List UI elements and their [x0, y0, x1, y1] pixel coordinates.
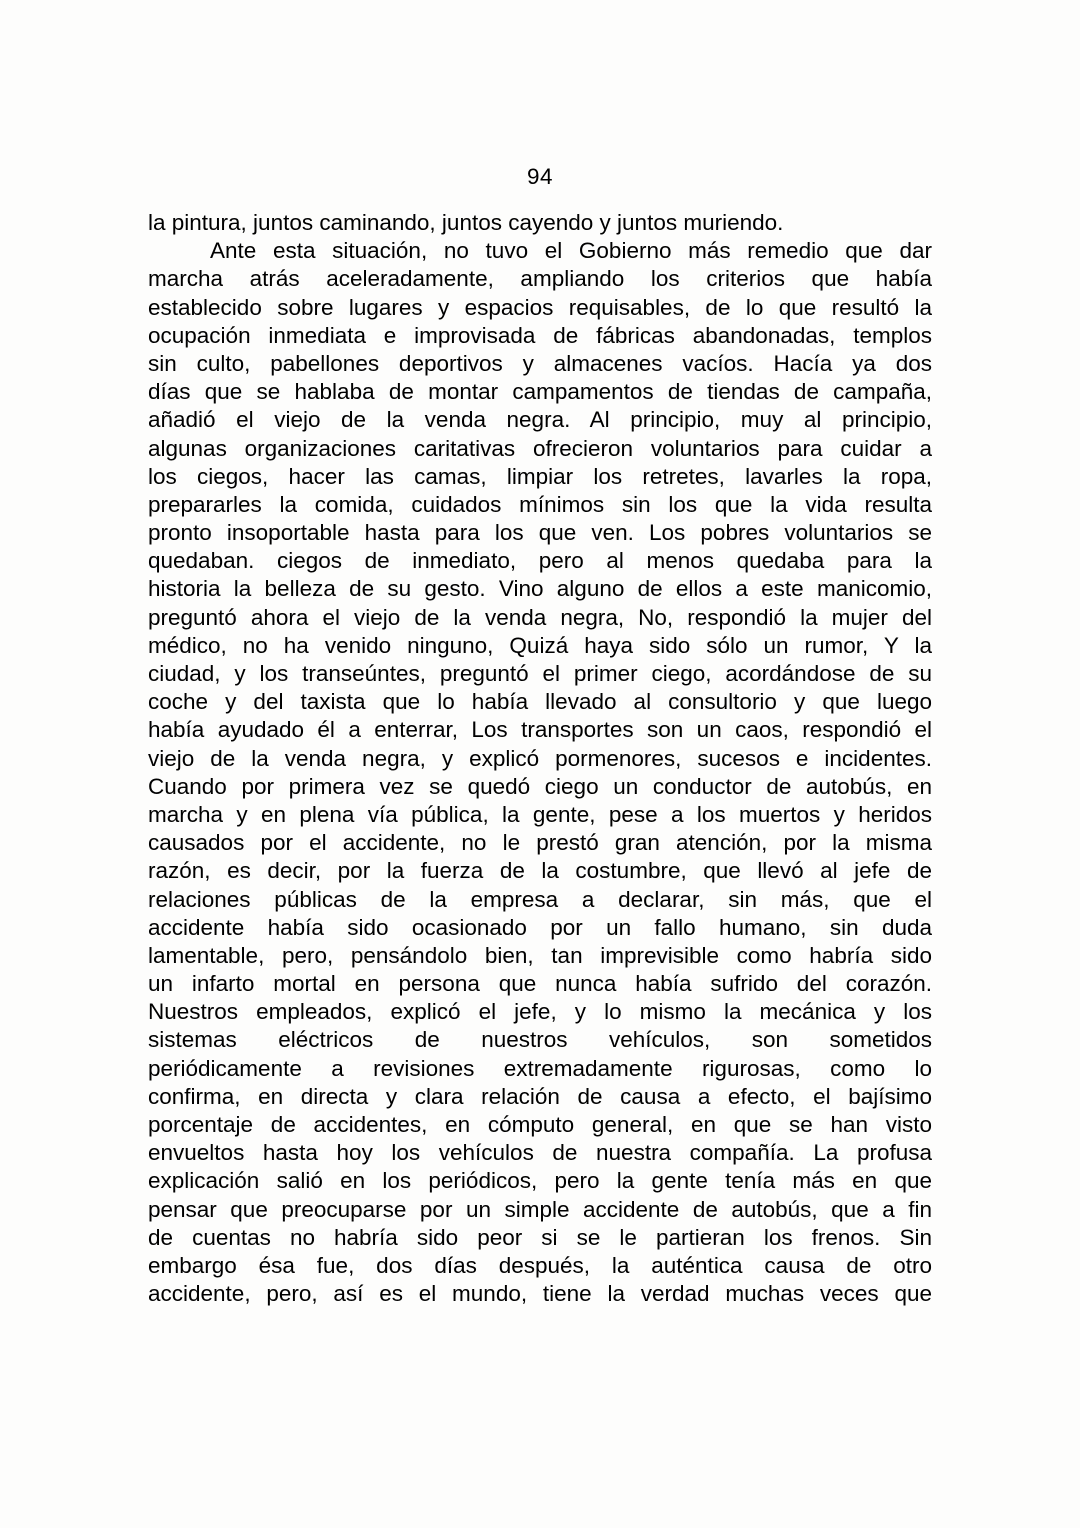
text-line: lamentable, pero, pensándolo bien, tan imprevisible como habría sido — [148, 942, 932, 968]
text-line: porcentaje de accidentes, en cómputo general, en que se han visto — [148, 1112, 932, 1137]
text-line: Ante esta situación, no tuvo el Gobierno más remedio que dar — [210, 238, 932, 264]
text-line: prepararles la comida, cuidados mínimos sin los que la vida resulta — [148, 491, 932, 517]
text-line: pronto insoportable hasta para los que ven. Los pobres voluntarios se — [148, 520, 932, 546]
text-line: sin culto, pabellones deportivos y almacenes vacíos. Hacía ya dos — [148, 350, 932, 376]
text-line: Cuando por primera vez se quedó ciego un conductor de autobús, en — [148, 773, 932, 799]
body-text — [148, 209, 932, 1308]
text-line: los ciegos, hacer las camas, limpiar los retretes, lavarles la ropa, — [148, 463, 932, 489]
text-line: razón, es decir, por la fuerza de la costumbre, que llevó al jefe de — [148, 858, 932, 884]
text-line: un infarto mortal en persona que nunca había sufrido del corazón. — [148, 971, 932, 997]
text-line: sistemas eléctricos de nuestros vehículos, son sometidos — [148, 1027, 932, 1053]
text-line: coche y del taxista que lo había llevado al consultorio y que luego — [148, 689, 932, 715]
text-line: envueltos hasta hoy los vehículos de nuestra compañía. La profusa — [148, 1140, 932, 1166]
text-line: días que se hablaba de montar campamentos de tiendas de campaña, — [148, 379, 932, 405]
text-line: accidente había sido ocasionado por un fallo humano, sin duda — [148, 914, 932, 940]
text-line: embargo ésa fue, dos días después, la auténtica causa de otro — [148, 1252, 932, 1278]
page-number: 94 — [526, 164, 554, 189]
text-line: algunas organizaciones caritativas ofrecieron voluntarios para cuidar a — [148, 435, 932, 461]
text-line: la pintura, juntos caminando, juntos cayendo y juntos muriendo. — [148, 210, 784, 235]
text-line: preguntó ahora el viejo de la venda negra, No, respondió la mujer del — [148, 604, 932, 630]
text-line: ciudad, y los transeúntes, preguntó el primer ciego, acordándose de su — [148, 661, 932, 686]
text-line: pensar que preocuparse por un simple accidente de autobús, que a fin — [148, 1196, 932, 1222]
text-line: Nuestros empleados, explicó el jefe, y lo mismo la mecánica y los — [148, 999, 932, 1025]
text-line: causados por el accidente, no le prestó gran atención, por la misma — [148, 830, 932, 856]
text-line: establecido sobre lugares y espacios requisables, de lo que resultó la — [148, 294, 932, 320]
text-line: marcha y en plena vía pública, la gente, pese a los muertos y heridos — [148, 801, 932, 827]
text-line: quedaban. ciegos de inmediato, pero al menos quedaba para la — [148, 548, 932, 574]
text-line: periódicamente a revisiones extremadamente rigurosas, como lo — [148, 1055, 932, 1081]
text-line: historia la belleza de su gesto. Vino alguno de ellos a este manicomio, — [148, 576, 932, 602]
text-line: de cuentas no habría sido peor si se le partieran los frenos. Sin — [148, 1224, 932, 1250]
text-line: ocupación inmediata e improvisada de fábricas abandonadas, templos — [148, 322, 932, 348]
text-line: marcha atrás aceleradamente, ampliando los criterios que había — [148, 266, 932, 292]
text-line: confirma, en directa y clara relación de causa a efecto, el bajísimo — [148, 1083, 932, 1109]
text-line: añadió el viejo de la venda negra. Al principio, muy al principio, — [148, 407, 932, 433]
text-line: relaciones públicas de la empresa a declarar, sin más, que el — [148, 886, 932, 912]
text-line: viejo de la venda negra, y explicó pormenores, sucesos e incidentes. — [148, 745, 932, 771]
text-line: médico, no ha venido ninguno, Quizá haya sido sólo un rumor, Y la — [148, 632, 932, 658]
text-line: había ayudado él a enterrar, Los transportes son un caos, respondió el — [148, 717, 932, 743]
text-line: explicación salió en los periódicos, pero la gente tenía más en que — [148, 1168, 932, 1194]
text-line: accidente, pero, así es el mundo, tiene la verdad muchas veces que — [148, 1281, 932, 1307]
